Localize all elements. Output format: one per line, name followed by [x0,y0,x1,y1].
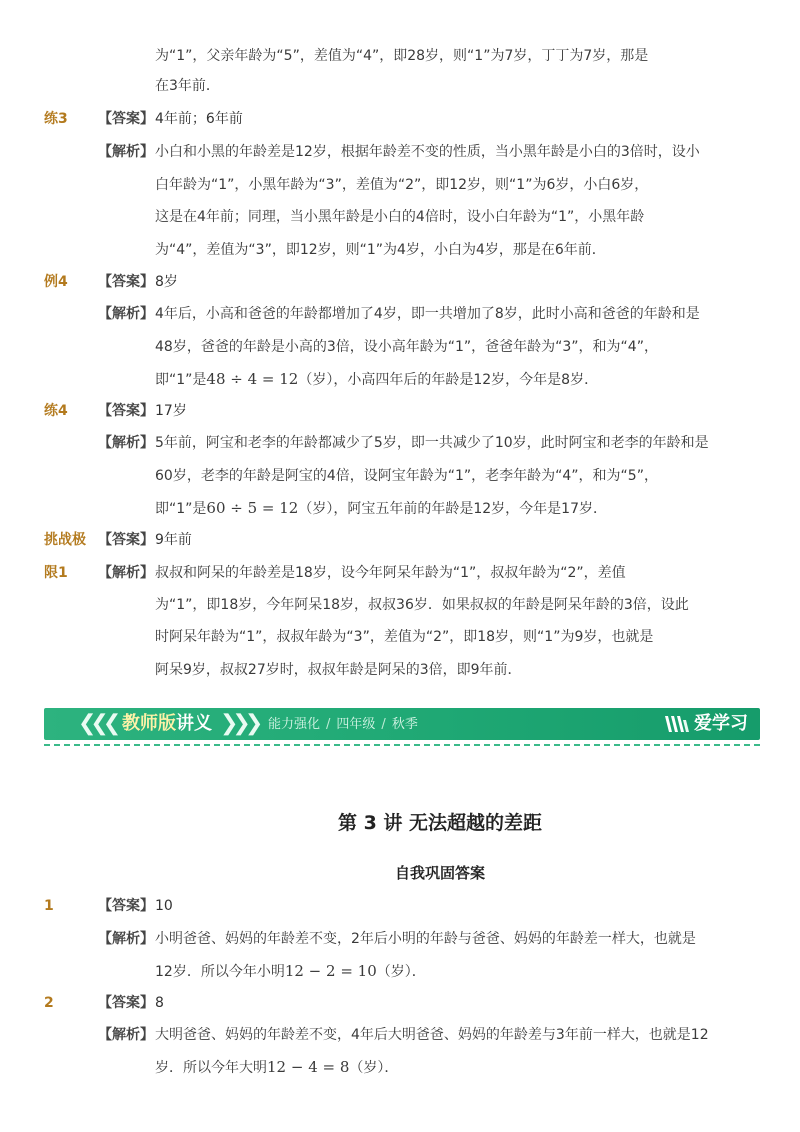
answer-tag: 【答案】 [98,898,154,914]
question-label: 1 [44,898,54,914]
analysis-line: 阿呆9岁，叔叔27岁时，叔叔年龄是阿呆的3倍，即9年前． [155,662,522,678]
answer-tag: 【答案】 [98,995,154,1011]
analysis-line: 小明爸爸、妈妈的年龄差不变，2年后小明的年龄与爸爸、妈妈的年龄差一样大，也就是 [155,931,696,947]
analysis-tag: 【解析】 [98,435,154,451]
section-subtitle: 自我巩固答案 [394,864,485,882]
question-label: 练3 [44,111,68,127]
math-expression: 48 ÷ 4 = 12 [206,370,299,388]
text-segment: （岁）． [376,964,426,980]
banner-title-a: 教师版 [122,713,176,734]
analysis-line: 叔叔和阿呆的年龄差是18岁，设今年阿呆年龄为“1”，叔叔年龄为“2”，差值 [155,565,626,581]
banner-sub-item: 秋季 [391,717,418,732]
text-segment: （岁）． [349,1060,399,1076]
brand-logo [664,711,748,737]
banner-sub-item: 四年级 [336,717,376,732]
analysis-line: 为“1”，即18岁，今年阿呆18岁，叔叔36岁．如果叔叔的年龄是阿呆年龄的3倍，设此 [155,597,689,613]
banner-divider [44,744,760,746]
header-banner [44,708,760,740]
analysis-tag: 【解析】 [98,144,154,160]
brand-name: 爱学习 [694,713,748,734]
analysis-line: 4年后，小高和爸爸的年龄都增加了4岁，即一共增加了8岁，此时小高和爸爸的年龄和是 [155,306,700,322]
analysis-line [155,497,607,520]
analysis-line: 小白和小黑的年龄差是12岁，根据年龄差不变的性质，当小黑年龄是小白的3倍时，设小 [155,144,700,160]
answer-value: 9年前 [155,532,192,548]
answer-tag: 【答案】 [98,274,154,290]
analysis-line: 为“4”，差值为“3”，即12岁，则“1”为4岁，小白为4岁，那是在6年前． [155,242,606,258]
answer-tag: 【答案】 [98,111,154,127]
analysis-line: 在3年前． [155,78,220,94]
double-chevron-left-icon: ❮❮❮ [78,711,116,736]
math-expression: 12 − 4 = 8 [267,1058,350,1076]
banner-sub-item: 能力强化 [268,717,321,732]
analysis-line: 这是在4年前；同理，当小黑年龄是小白的4倍时，设小白年龄为“1”，小黑年龄 [155,209,645,225]
analysis-tag: 【解析】 [98,1027,154,1043]
text-segment: 即“1”是 [155,501,207,517]
question-label-continued: 限1 [44,565,68,581]
answer-value: 8 [155,995,164,1011]
double-chevron-right-icon: ❯❯❯ [220,711,258,736]
text-segment: （岁），阿宝五年前的年龄是12岁，今年是17岁． [298,501,607,517]
brand-logo-icon [664,714,690,734]
analysis-tag: 【解析】 [98,931,154,947]
analysis-line: 时阿呆年龄为“1”，叔叔年龄为“3”，差值为“2”，即18岁，则“1”为9岁，也就是 [155,629,654,645]
math-expression: 60 ÷ 5 = 12 [206,499,299,517]
answer-tag: 【答案】 [98,532,154,548]
analysis-line: 48岁，爸爸的年龄是小高的3倍，设小高年龄为“1”，爸爸年龄为“3”，和为“4”， [155,339,658,355]
answer-value: 10 [155,898,173,914]
banner-title [122,712,212,736]
banner-separator: / [326,717,331,732]
text-segment: 12岁．所以今年小明 [155,964,285,980]
text-segment: 即“1”是 [155,372,207,388]
banner-subtitle [268,716,418,734]
analysis-line: 为“1”，父亲年龄为“5”，差值为“4”，即28岁，则“1”为7岁，丁丁为7岁，那是 [155,48,649,64]
math-expression: 12 − 2 = 10 [284,962,377,980]
banner-separator: / [381,717,386,732]
analysis-line: 5年前，阿宝和老李的年龄都减少了5岁，即一共减少了10岁，此时阿宝和老李的年龄和是 [155,435,709,451]
question-label: 练4 [44,403,68,419]
text-segment: （岁），小高四年后的年龄是12岁，今年是8岁． [298,372,599,388]
question-label: 挑战极 [44,532,86,548]
analysis-tag: 【解析】 [98,306,154,322]
question-label: 2 [44,995,54,1011]
question-label: 例4 [44,274,68,290]
analysis-line: 白年龄为“1”，小黑年龄为“3”，差值为“2”，即12岁，则“1”为6岁，小白6岁， [155,177,649,193]
analysis-line [155,960,426,983]
analysis-line [155,1056,398,1079]
lecture-title: 第 3 讲 无法超越的差距 [337,812,543,834]
answer-value: 17岁 [155,403,187,419]
answer-tag: 【答案】 [98,403,154,419]
text-segment: 岁．所以今年大明 [155,1060,267,1076]
answer-value: 8岁 [155,274,178,290]
answer-value: 4年前；6年前 [155,111,243,127]
analysis-tag: 【解析】 [98,565,154,581]
analysis-line: 大明爸爸、妈妈的年龄差不变，4年后大明爸爸、妈妈的年龄差与3年前一样大，也就是12 [155,1027,709,1043]
banner-title-b: 讲义 [176,713,212,734]
analysis-line [155,368,598,391]
analysis-line: 60岁，老李的年龄是阿宝的4倍，设阿宝年龄为“1”，老李年龄为“4”，和为“5”， [155,468,658,484]
